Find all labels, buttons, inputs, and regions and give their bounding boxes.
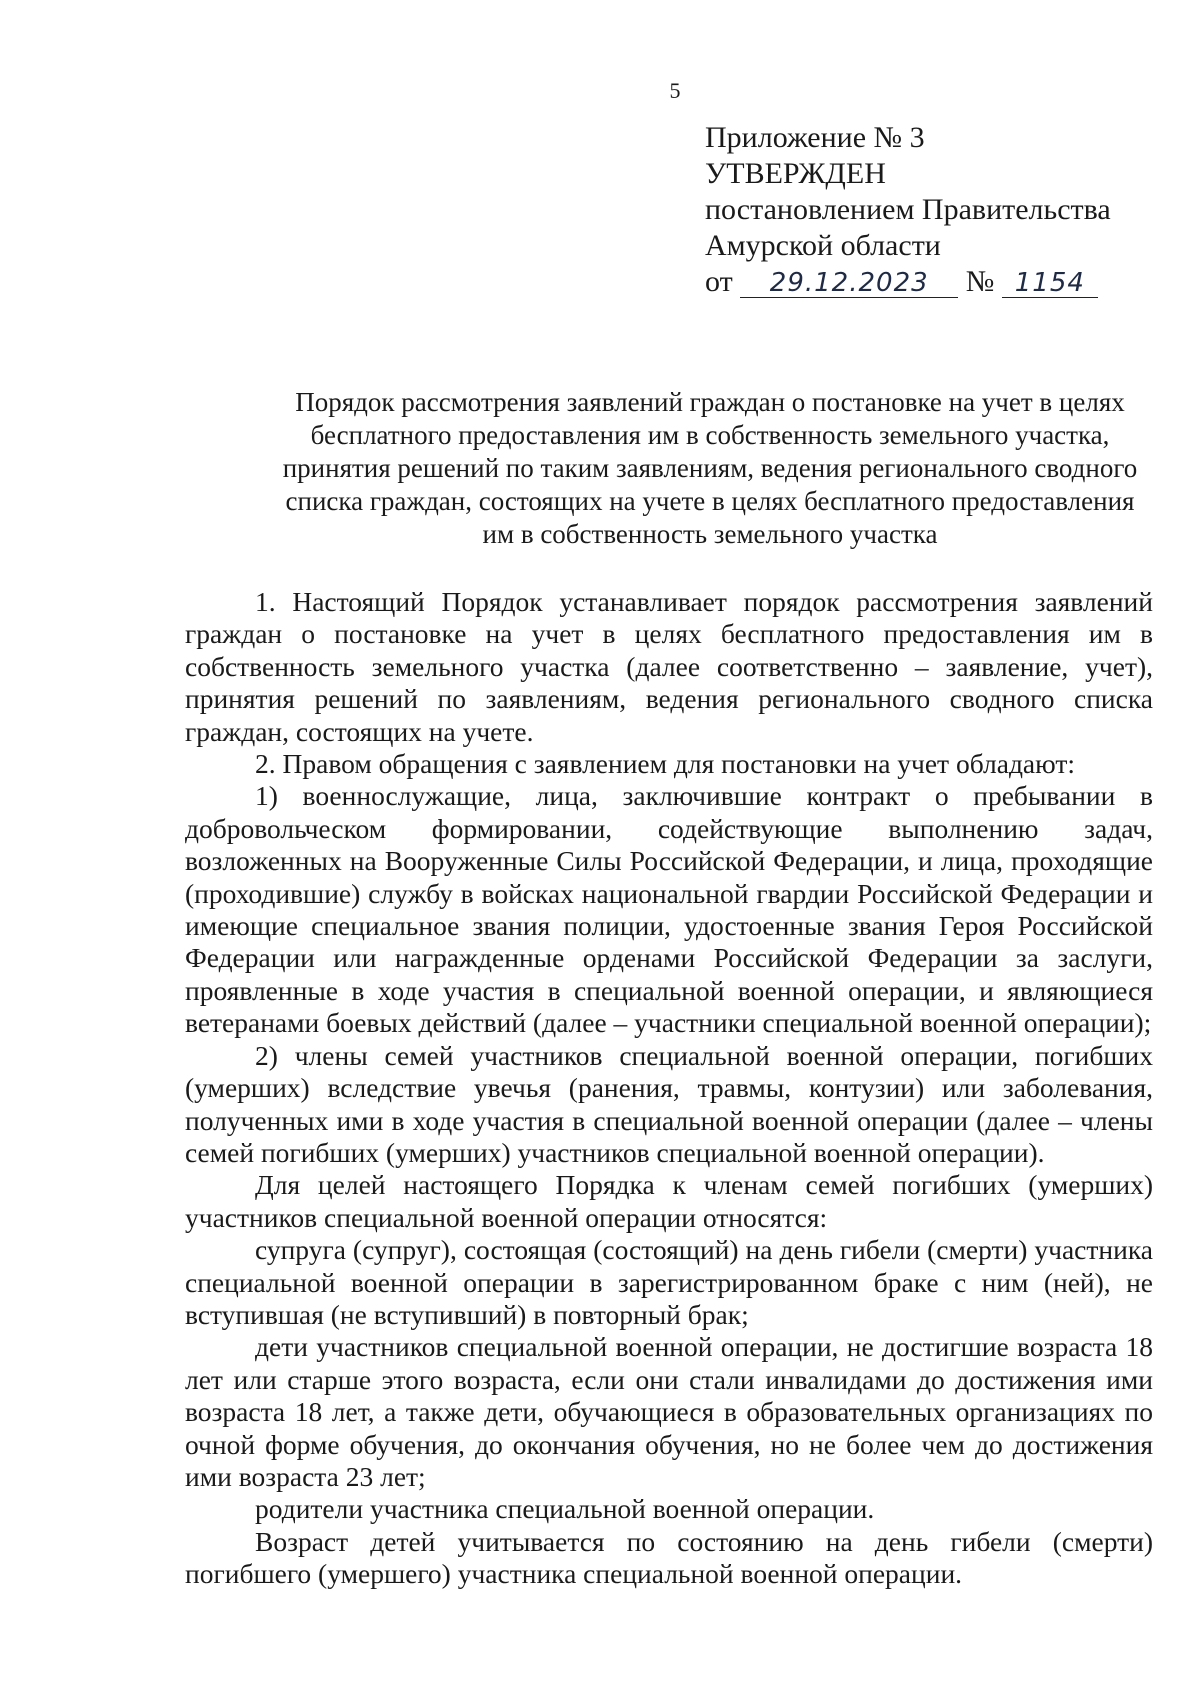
list-item-2: 2) члены семей участников специальной военной операции, погибших (умерших) вследствие увечья (ранения, травмы, контузии) или заболевания, полученных ими в ходе участия в специальной военной операции (далее – члены семей погибших (умерших) участников специальной военной операции).: [185, 1039, 1153, 1168]
title-line: бесплатного предоставления им в собственность земельного участка,: [310, 420, 1110, 450]
appendix-label: Приложение № 3: [705, 121, 925, 154]
paragraph-1: 1. Настоящий Порядок устанавливает порядок рассмотрения заявлений граждан о постановке на учет в целях бесплатного предоставления им в собственность земельного участка (далее соответственно – заявление, учет), принятия решений по заявлениям, ведения регионального сводного списка граждан, состоящих на учете.: [185, 586, 1153, 747]
region-label: Амурской области: [705, 229, 941, 262]
date-prefix: от: [705, 265, 733, 298]
paragraph-parents: родители участника специальной военной операции.: [255, 1493, 875, 1525]
title-line: им в собственность земельного участка: [482, 519, 938, 549]
page-number: 5: [669, 78, 681, 103]
title-line: Порядок рассмотрения заявлений граждан о постановке на учет в целях: [295, 387, 1125, 417]
paragraph-spouse: супруга (супруг), состоящая (состоящий) на день гибели (смерти) участника специальной военной операции в зарегистрированном браке с ним (ней), не вступившая (не вступивший) в повторный брак;: [185, 1234, 1153, 1330]
title-line: принятия решений по таким заявлениям, ведения регионального сводного: [282, 453, 1138, 483]
document-body: [185, 586, 1153, 1591]
paragraph-family-definition: Для целей настоящего Порядка к членам семей погибших (умерших) участников специальной военной операции относятся:: [185, 1169, 1153, 1233]
resolution-label: постановлением Правительства: [705, 193, 1111, 226]
date-number-row: [705, 264, 1111, 300]
paragraph-age: Возраст детей учитывается по состоянию на день гибели (смерти) погибшего (умершего) участника специальной военной операции.: [185, 1525, 1153, 1590]
handwritten-number: 1154: [1002, 269, 1098, 298]
handwritten-date: 29.12.2023: [740, 269, 958, 298]
approval-block: [705, 120, 1111, 300]
document-title: [185, 386, 1200, 551]
number-prefix: №: [965, 265, 995, 298]
paragraph-children: дети участников специальной военной операции, не достигшие возраста 18 лет или старше этого возраста, если они стали инвалидами до достижения ими возраста 18 лет, а также дети, обучающиеся в образовательных организациях по очной форме обучения, до окончания обучения, но не более чем до достижения ими возраста 23 лет;: [185, 1331, 1153, 1492]
list-item-1: 1) военнослужащие, лица, заключившие контракт о пребывании в добровольческом формировании, содействующие выполнению задач, возложенных на Вооруженные Силы Российской Федерации, и лица, проходящие (проходившие) службу в войсках национальной гвардии Российской Федерации и имеющие специальное звания полиции, удостоенные звания Героя Российской Федерации или награжденные орденами Российской Федерации за заслуги, проявленные в ходе участия в специальной военной операции, и являющиеся ветеранами боевых действий (далее – участники специальной военной операции);: [185, 780, 1153, 1039]
paragraph-2: 2. Правом обращения с заявлением для постановки на учет обладают:: [255, 748, 1075, 780]
approved-label: УТВЕРЖДЕН: [705, 157, 886, 190]
title-line: списка граждан, состоящих на учете в целях бесплатного предоставления: [285, 486, 1135, 516]
